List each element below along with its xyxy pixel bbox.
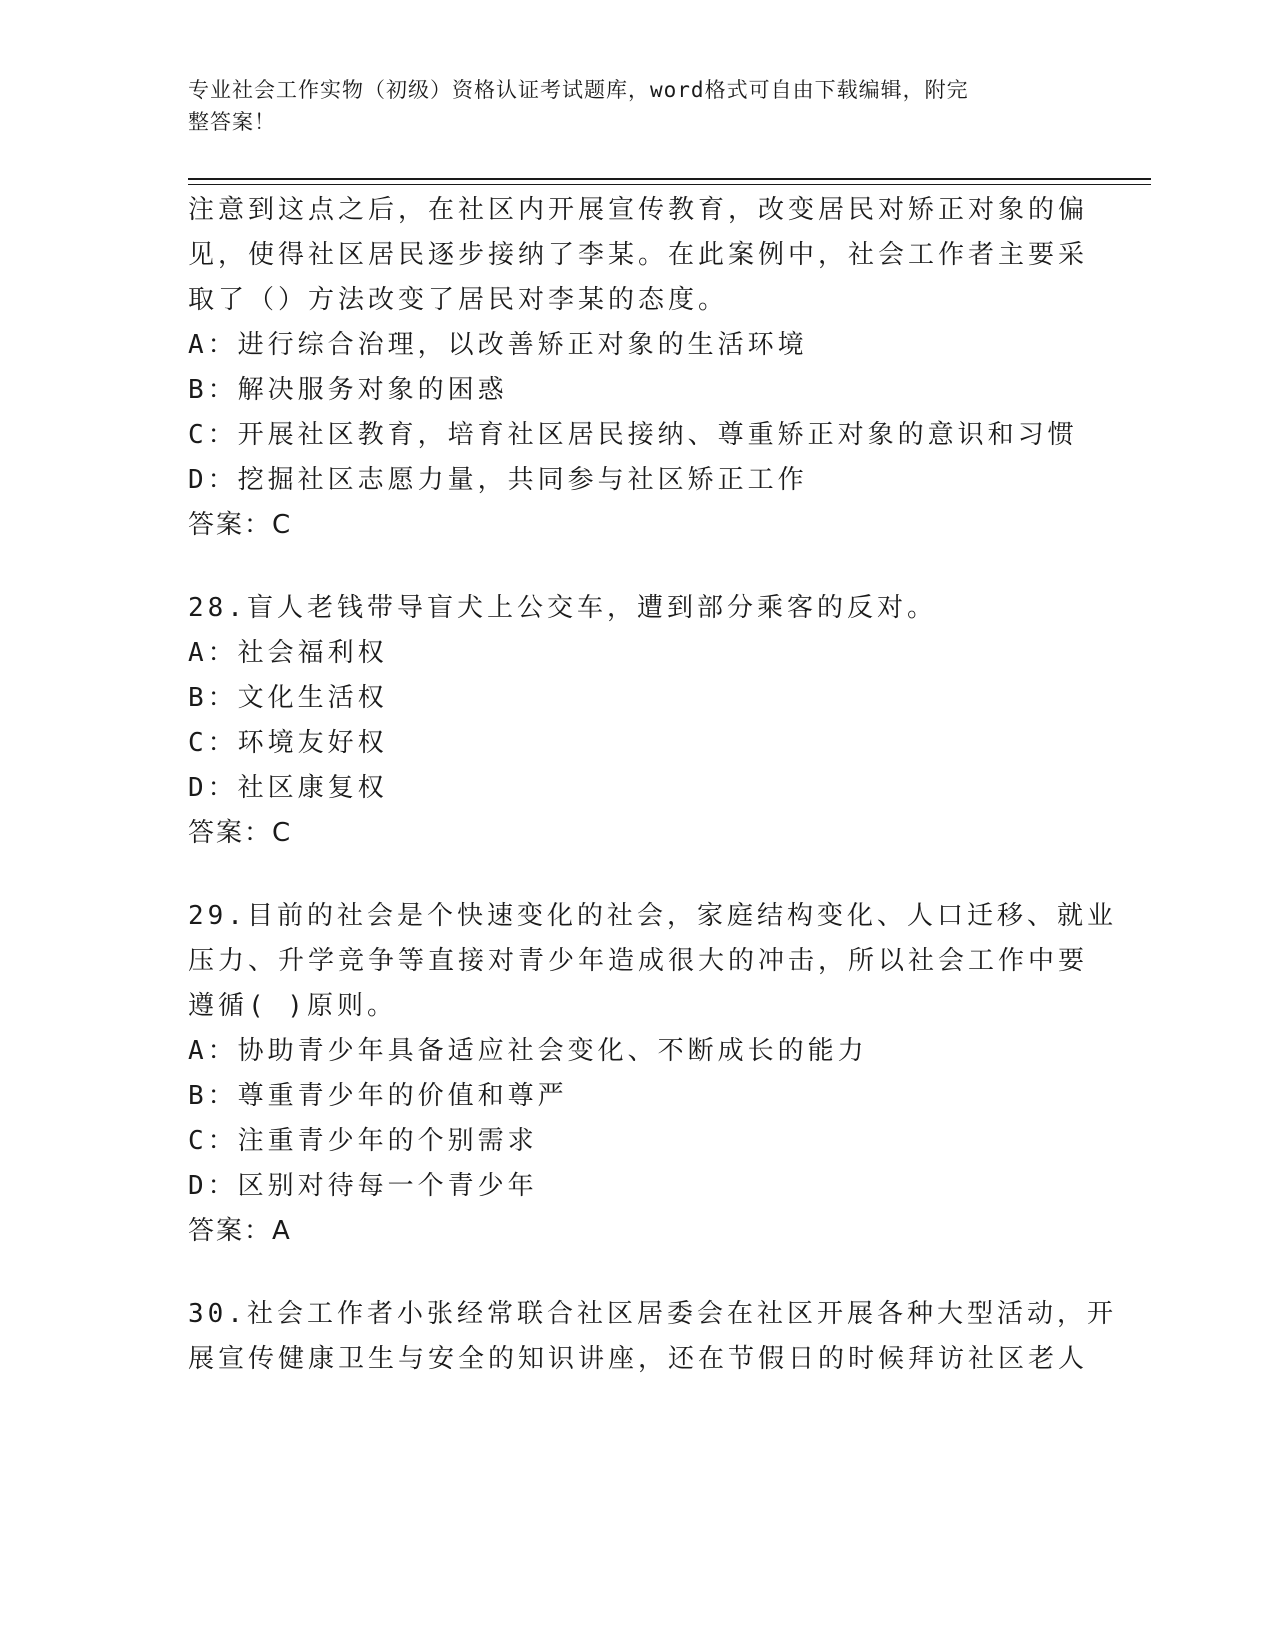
option-a: A：社会福利权	[188, 638, 388, 668]
question-stem-line: 取了（）方法改变了居民对李某的态度。	[188, 285, 729, 315]
question-stem-line: 遵循( )原则。	[188, 991, 397, 1021]
option-a: A：进行综合治理，以改善矫正对象的生活环境	[188, 330, 808, 360]
question-28	[188, 586, 1088, 856]
header-divider-thick	[188, 178, 1151, 180]
option-d: D：社区康复权	[188, 773, 388, 803]
spacer	[188, 856, 1088, 894]
question-stem-line: 展宣传健康卫生与安全的知识讲座，还在节假日的时候拜访社区老人	[188, 1344, 1089, 1374]
question-stem-line: 30.社会工作者小张经常联合社区居委会在社区开展各种大型活动，开	[188, 1299, 1117, 1329]
option-d: D：挖掘社区志愿力量，共同参与社区矫正工作	[188, 465, 808, 495]
question-stem-line: 28.盲人老钱带导盲犬上公交车，遭到部分乘客的反对。	[188, 593, 937, 623]
header-line-2: 整答案！	[188, 110, 276, 134]
answer-line: 答案：C	[188, 818, 293, 848]
question-stem-line: 29.目前的社会是个快速变化的社会，家庭结构变化、人口迁移、就业	[188, 901, 1117, 931]
question-29	[188, 894, 1117, 1254]
option-b: B：解决服务对象的困惑	[188, 375, 508, 405]
spacer	[188, 548, 1088, 586]
option-b: B：文化生活权	[188, 683, 388, 713]
answer-line: 答案：C	[188, 510, 293, 540]
option-c: C：开展社区教育，培育社区居民接纳、尊重矫正对象的意识和习惯	[188, 420, 1078, 450]
question-30	[188, 1292, 1117, 1382]
option-d: D：区别对待每一个青少年	[188, 1171, 538, 1201]
question-content	[188, 188, 1117, 1382]
spacer	[188, 1254, 1088, 1292]
option-b: B：尊重青少年的价值和尊严	[188, 1081, 568, 1111]
question-27	[188, 188, 1088, 548]
document-header	[188, 74, 1068, 138]
option-c: C：注重青少年的个别需求	[188, 1126, 538, 1156]
answer-line: 答案：A	[188, 1216, 292, 1246]
question-stem-line: 注意到这点之后，在社区内开展宣传教育，改变居民对矫正对象的偏	[188, 195, 1089, 225]
header-divider-thin	[188, 184, 1151, 185]
header-line-1: 专业社会工作实物（初级）资格认证考试题库，word格式可自由下载编辑，附完	[188, 78, 969, 102]
question-stem-line: 压力、升学竞争等直接对青少年造成很大的冲击，所以社会工作中要	[188, 946, 1089, 976]
option-a: A：协助青少年具备适应社会变化、不断成长的能力	[188, 1036, 868, 1066]
option-c: C：环境友好权	[188, 728, 388, 758]
question-stem-line: 见，使得社区居民逐步接纳了李某。在此案例中，社会工作者主要采	[188, 240, 1089, 270]
